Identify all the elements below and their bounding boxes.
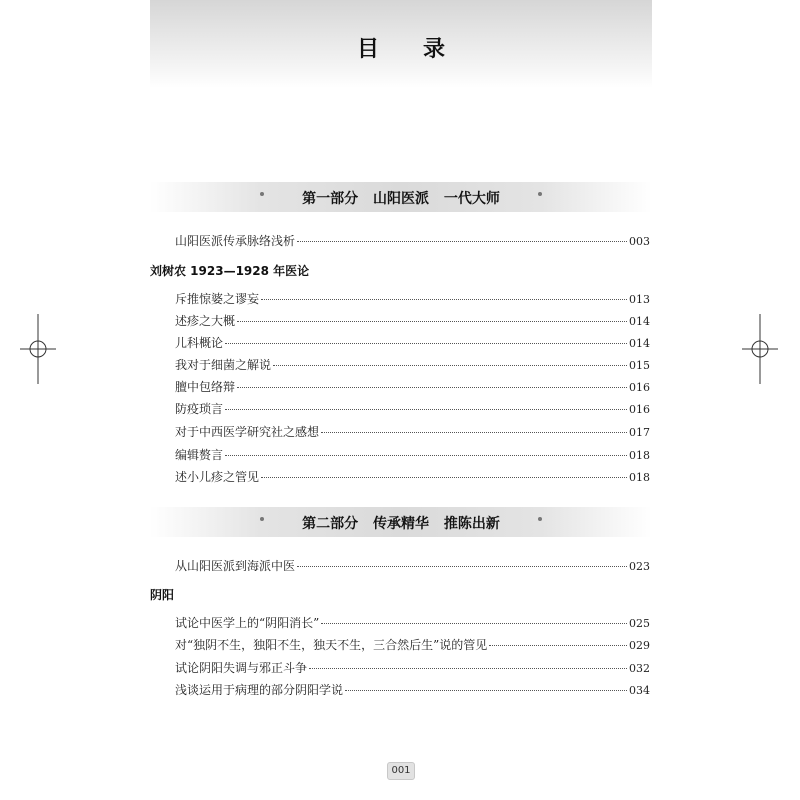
section-heading-yin-yang: 阴阳 [150,588,175,602]
toc-entry[interactable] [175,232,650,252]
registration-mark-icon [18,314,58,384]
toc-entry[interactable] [175,557,650,577]
toc-leader-dots [237,387,627,388]
toc-entry[interactable] [175,356,650,376]
toc-entry-title: 编辑赘言 [175,448,224,462]
toc-entry-page: 018 [629,449,650,462]
toc-leader-dots [345,690,627,691]
toc-entry-title: 试论中医学上的“阴阳消长” [175,616,320,630]
toc-entry[interactable] [175,659,650,679]
toc-leader-dots [225,343,627,344]
toc-leader-dots [297,566,627,567]
toc-leader-dots [321,432,627,433]
toc-entry[interactable] [175,334,650,354]
toc-entry-title: 述小儿疹之管见 [175,470,260,484]
toc-entry-title: 防疫琐言 [175,402,224,416]
toc-entry-page: 014 [629,315,650,328]
toc-entry[interactable] [175,614,650,634]
toc-entry-page: 018 [629,471,650,484]
registration-mark-icon [740,314,780,384]
title-band [150,0,652,88]
toc-leader-dots [309,668,627,669]
toc-entry-page: 017 [629,426,650,439]
toc-leader-dots [273,365,627,366]
toc-leader-dots [321,623,627,624]
toc-leader-dots [297,241,627,242]
toc-entry-page: 023 [629,560,650,573]
banner-dot [538,517,542,521]
toc-entry-title: 山阳医派传承脉络浅析 [175,234,296,248]
page-number: 001 [387,762,415,780]
toc-leader-dots [261,299,627,300]
toc-entry-title: 述疹之大概 [175,314,236,328]
toc-leader-dots [237,321,627,322]
toc-leader-dots [225,455,627,456]
part-one-title: 第一部分 山阳医派 一代大师 [302,191,500,207]
toc-entry[interactable] [175,681,650,701]
toc-leader-dots [225,409,627,410]
toc-entry-page: 016 [629,403,650,416]
toc-entry-title: 儿科概论 [175,336,224,350]
toc-leader-dots [261,477,627,478]
part-two-title: 第二部分 传承精华 推陈出新 [302,516,500,532]
toc-entry[interactable] [175,378,650,398]
toc-entry[interactable] [175,312,650,332]
toc-entry[interactable] [175,636,650,656]
toc-entry-page: 014 [629,337,650,350]
toc-entry-title: 浅谈运用于病理的部分阴阳学说 [175,683,344,697]
toc-entry-page: 003 [629,235,650,248]
toc-entry-title: 从山阳医派到海派中医 [175,559,296,573]
toc-entry-title: 膻中包络辩 [175,380,236,394]
toc-entry-page: 015 [629,359,650,372]
section-heading-liu-shunong: 刘树农 1923—1928 年医论 [150,264,310,278]
toc-entry-page: 029 [629,639,650,652]
part-one-banner [150,182,652,212]
part-two-banner [150,507,652,537]
toc-entry-title: 斥推惊婆之谬妄 [175,292,260,306]
toc-entry[interactable] [175,423,650,443]
toc-entry-title: 对于中西医学研究社之感想 [175,425,320,439]
toc-entry-page: 025 [629,617,650,630]
banner-dot [538,192,542,196]
toc-entry-page: 016 [629,381,650,394]
toc-entry[interactable] [175,290,650,310]
toc-entry[interactable] [175,468,650,488]
page-title: 目录 [356,37,489,62]
toc-entry-page: 013 [629,293,650,306]
toc-entry-title: 对“独阴不生，独阳不生，独天不生，三合然后生”说的管见 [175,638,488,652]
toc-entry-title: 我对于细菌之解说 [175,358,272,372]
toc-entry-page: 034 [629,684,650,697]
toc-entry[interactable] [175,446,650,466]
toc-entry-title: 试论阴阳失调与邪正斗争 [175,661,308,675]
toc-entry[interactable] [175,400,650,420]
toc-entry-page: 032 [629,662,650,675]
toc-leader-dots [489,645,627,646]
